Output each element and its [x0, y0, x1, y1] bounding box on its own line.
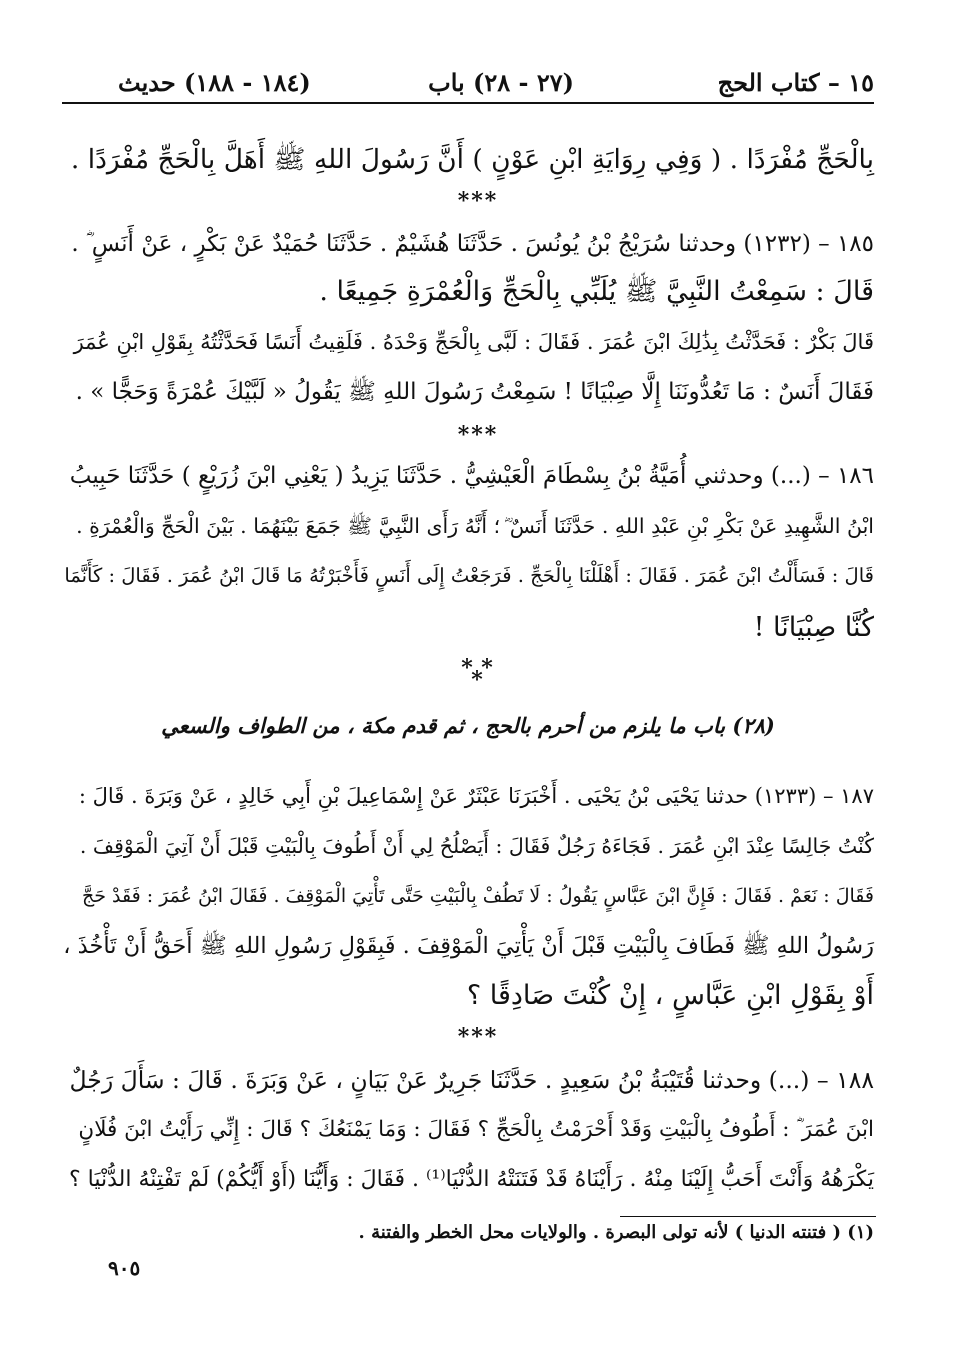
footnote-rule — [620, 1216, 876, 1217]
section-separator: *** — [457, 1024, 499, 1050]
chapter-title: (٢٨) باب ما يلزم من أحرم بالحج ، ثم قدم مكة ، من الطواف والسعي — [161, 713, 775, 738]
text-line: ابْنَ عُمَرَ ؓ : أَطُوفُ بِالْبَيْتِ وَقَدْ أَحْرَمْتُ بِالْحَجِّ ؟ فَقَالَ : وَمَا يَمْنَعُكَ ؟ قَالَ : إِنِّي رَأَيْتُ ابْنَ فُلَانٍ — [78, 1117, 874, 1142]
section-separator: *** — [457, 422, 499, 448]
text-line: ابْنُ الشَّهِيدِ عَنْ بَكْرِ بْنِ عَبْدِ اللهِ . حَدَّثَنَا أَنَسٌ ؓ ؛ أَنَّهُ رَأَى النَّبِيَّ ﷺ جَمَعَ بَيْنَهُمَا . بَيْنَ الْحَجِّ وَالْعُمْرَةِ . — [76, 514, 874, 538]
text-line: قَالَ : سَمِعْتُ النَّبِيَّ ﷺ يُلَبِّي بِالْحَجِّ وَالْعُمْرَةِ جَمِيعًا . — [319, 276, 874, 307]
chapter-separator: * * * — [461, 655, 495, 693]
text-line: قَالَ : فَسَأَلْتُ ابْنَ عُمَرَ . فَقَالَ : أَهْلَلْنَا بِالْحَجِّ . فَرَجَعْتُ إِلَى أَنَسٍ فَأَخْبَرْتُهُ مَا قَالَ ابْنُ عُمَرَ . فَقَالَ : كَأَنَّمَا — [64, 564, 874, 587]
text-line: بِالْحَجِّ مُفْرَدًا . ( وَفِي رِوَايَةِ ابْنِ عَوْنٍ ) أَنَّ رَسُولَ اللهِ ﷺ أَهَلَّ بِالْحَجِّ مُفْرَدًا . — [70, 144, 874, 175]
hadith-188-line: ١٨٨ – (...) وحدثنا قُتَيْبَةُ بْنُ سَعِيدٍ . حَدَّثَنَا جَرِيرٌ عَنْ بَيَانٍ ، عَنْ وَبَرَةَ . قَالَ : سَأَلَ رَجُلٌ — [69, 1066, 874, 1094]
hadith-186-line: ١٨٦ – (...) وحدثني أُمَيَّةُ بْنُ بِسْطَامَ الْعَيْشِيُّ . حَدَّثَنَا يَزِيدُ ( يَعْنِي ابْنَ زُرَيْعٍ ) حَدَّثَنَا حَبِيبُ — [69, 463, 874, 489]
text-line: أَوْ بِقَوْلِ ابْنِ عَبَّاسٍ ، إِنْ كُنْتَ صَادِقًا ؟ — [466, 980, 874, 1011]
text-line: فَقَالَ : نَعَمْ . فَقَالَ : فَإِنَّ ابْنَ عَبَّاسٍ يَقُولُ : لَا تَطُفْ بِالْبَيْتِ حَتَّى تَأْتِيَ الْمَوْقِفَ . فَقَالَ ابْنُ عُمَرَ : فَقَدْ حَجَّ — [82, 885, 874, 907]
text-line: كُنْتُ جَالِسًا عِنْدَ ابْنِ عُمَرَ . فَجَاءَهُ رَجُلٌ فَقَالَ : أَيَصْلُحُ لِي أَنْ أَطُوفَ بِالْبَيْتِ قَبْلَ أَنْ آتِيَ الْمَوْقِفَ . — [79, 834, 874, 858]
running-header — [118, 64, 874, 104]
page-number: ٩٠٥ — [108, 1256, 141, 1280]
section-separator: *** — [457, 188, 499, 214]
header-rule — [62, 102, 874, 104]
text-line: قَالَ بَكْرٌ : فَحَدَّثْتُ بِذَٰلِكَ ابْنَ عُمَرَ . فَقَالَ : لَبَّى بِالْحَجِّ وَحْدَهُ . فَلَقِيتُ أَنَسًا فَحَدَّثْتُهُ بِقَوْلِ ابْنِ عُمَرَ — [73, 330, 874, 354]
header-hadith-range: (١٨٤ - ١٨٨) حديث — [118, 68, 311, 97]
hadith-185-line: ١٨٥ – (١٢٣٢) وحدثنا سُرَيْجُ بْنُ يُونُسَ . حَدَّثَنَا هُشَيْمٌ . حَدَّثَنَا حُمَيْدٌ عَنْ بَكْرٍ ، عَنْ أَنَسٍ ؓ . — [71, 231, 874, 257]
text-line: كُنَّا صِبْيَانًا ! — [753, 612, 874, 643]
text-line: فَقَالَ أَنَسٌ : مَا تَعُدُّونَنَا إِلَّا صِبْيَانًا ! سَمِعْتُ رَسُولَ اللهِ ﷺ يَقُولُ « لَبَّيْكَ عُمْرَةً وَحَجًّا » . — [75, 379, 874, 405]
text-line: رَسُولُ اللهِ ﷺ فَطَافَ بِالْبَيْتِ قَبْلَ أَنْ يَأْتِيَ الْمَوْقِفَ . فَبِقَوْلِ رَسُولِ اللهِ ﷺ أَحَقُّ أَنْ تَأْخُذَ ، — [63, 933, 874, 959]
header-chapter-range: (٢٧ - ٢٨) باب — [428, 68, 574, 97]
hadith-187-line: ١٨٧ – (١٢٣٣) حدثنا يَحْيَى بْنُ يَحْيَى . أَخْبَرَنَا عَبْثَرٌ عَنْ إِسْمَاعِيلَ بْنِ أَبِي خَالِدٍ ، عَنْ وَبَرَةَ . قَالَ : — [78, 784, 874, 808]
header-book-title: ١٥ – كتاب الحج — [717, 68, 874, 97]
text-line: يَكْرَهُهُ وَأَنْتَ أَحَبُّ إِلَيْنَا مِنْهُ . رَأَيْنَاهُ قَدْ فَتَنَتْهُ الدُّنْيَا⁽¹⁾ . فَقَالَ : وَأَيُّنَا (أَوْ أَيُّكُمْ) لَمْ تَفْتِنْهُ الدُّنْيَا ؟ — [69, 1167, 874, 1192]
footnote: (١) ( فتنته الدنيا ) لأنه تولى البصرة . والولايات محل الخطر والفتنة . — [358, 1222, 874, 1243]
